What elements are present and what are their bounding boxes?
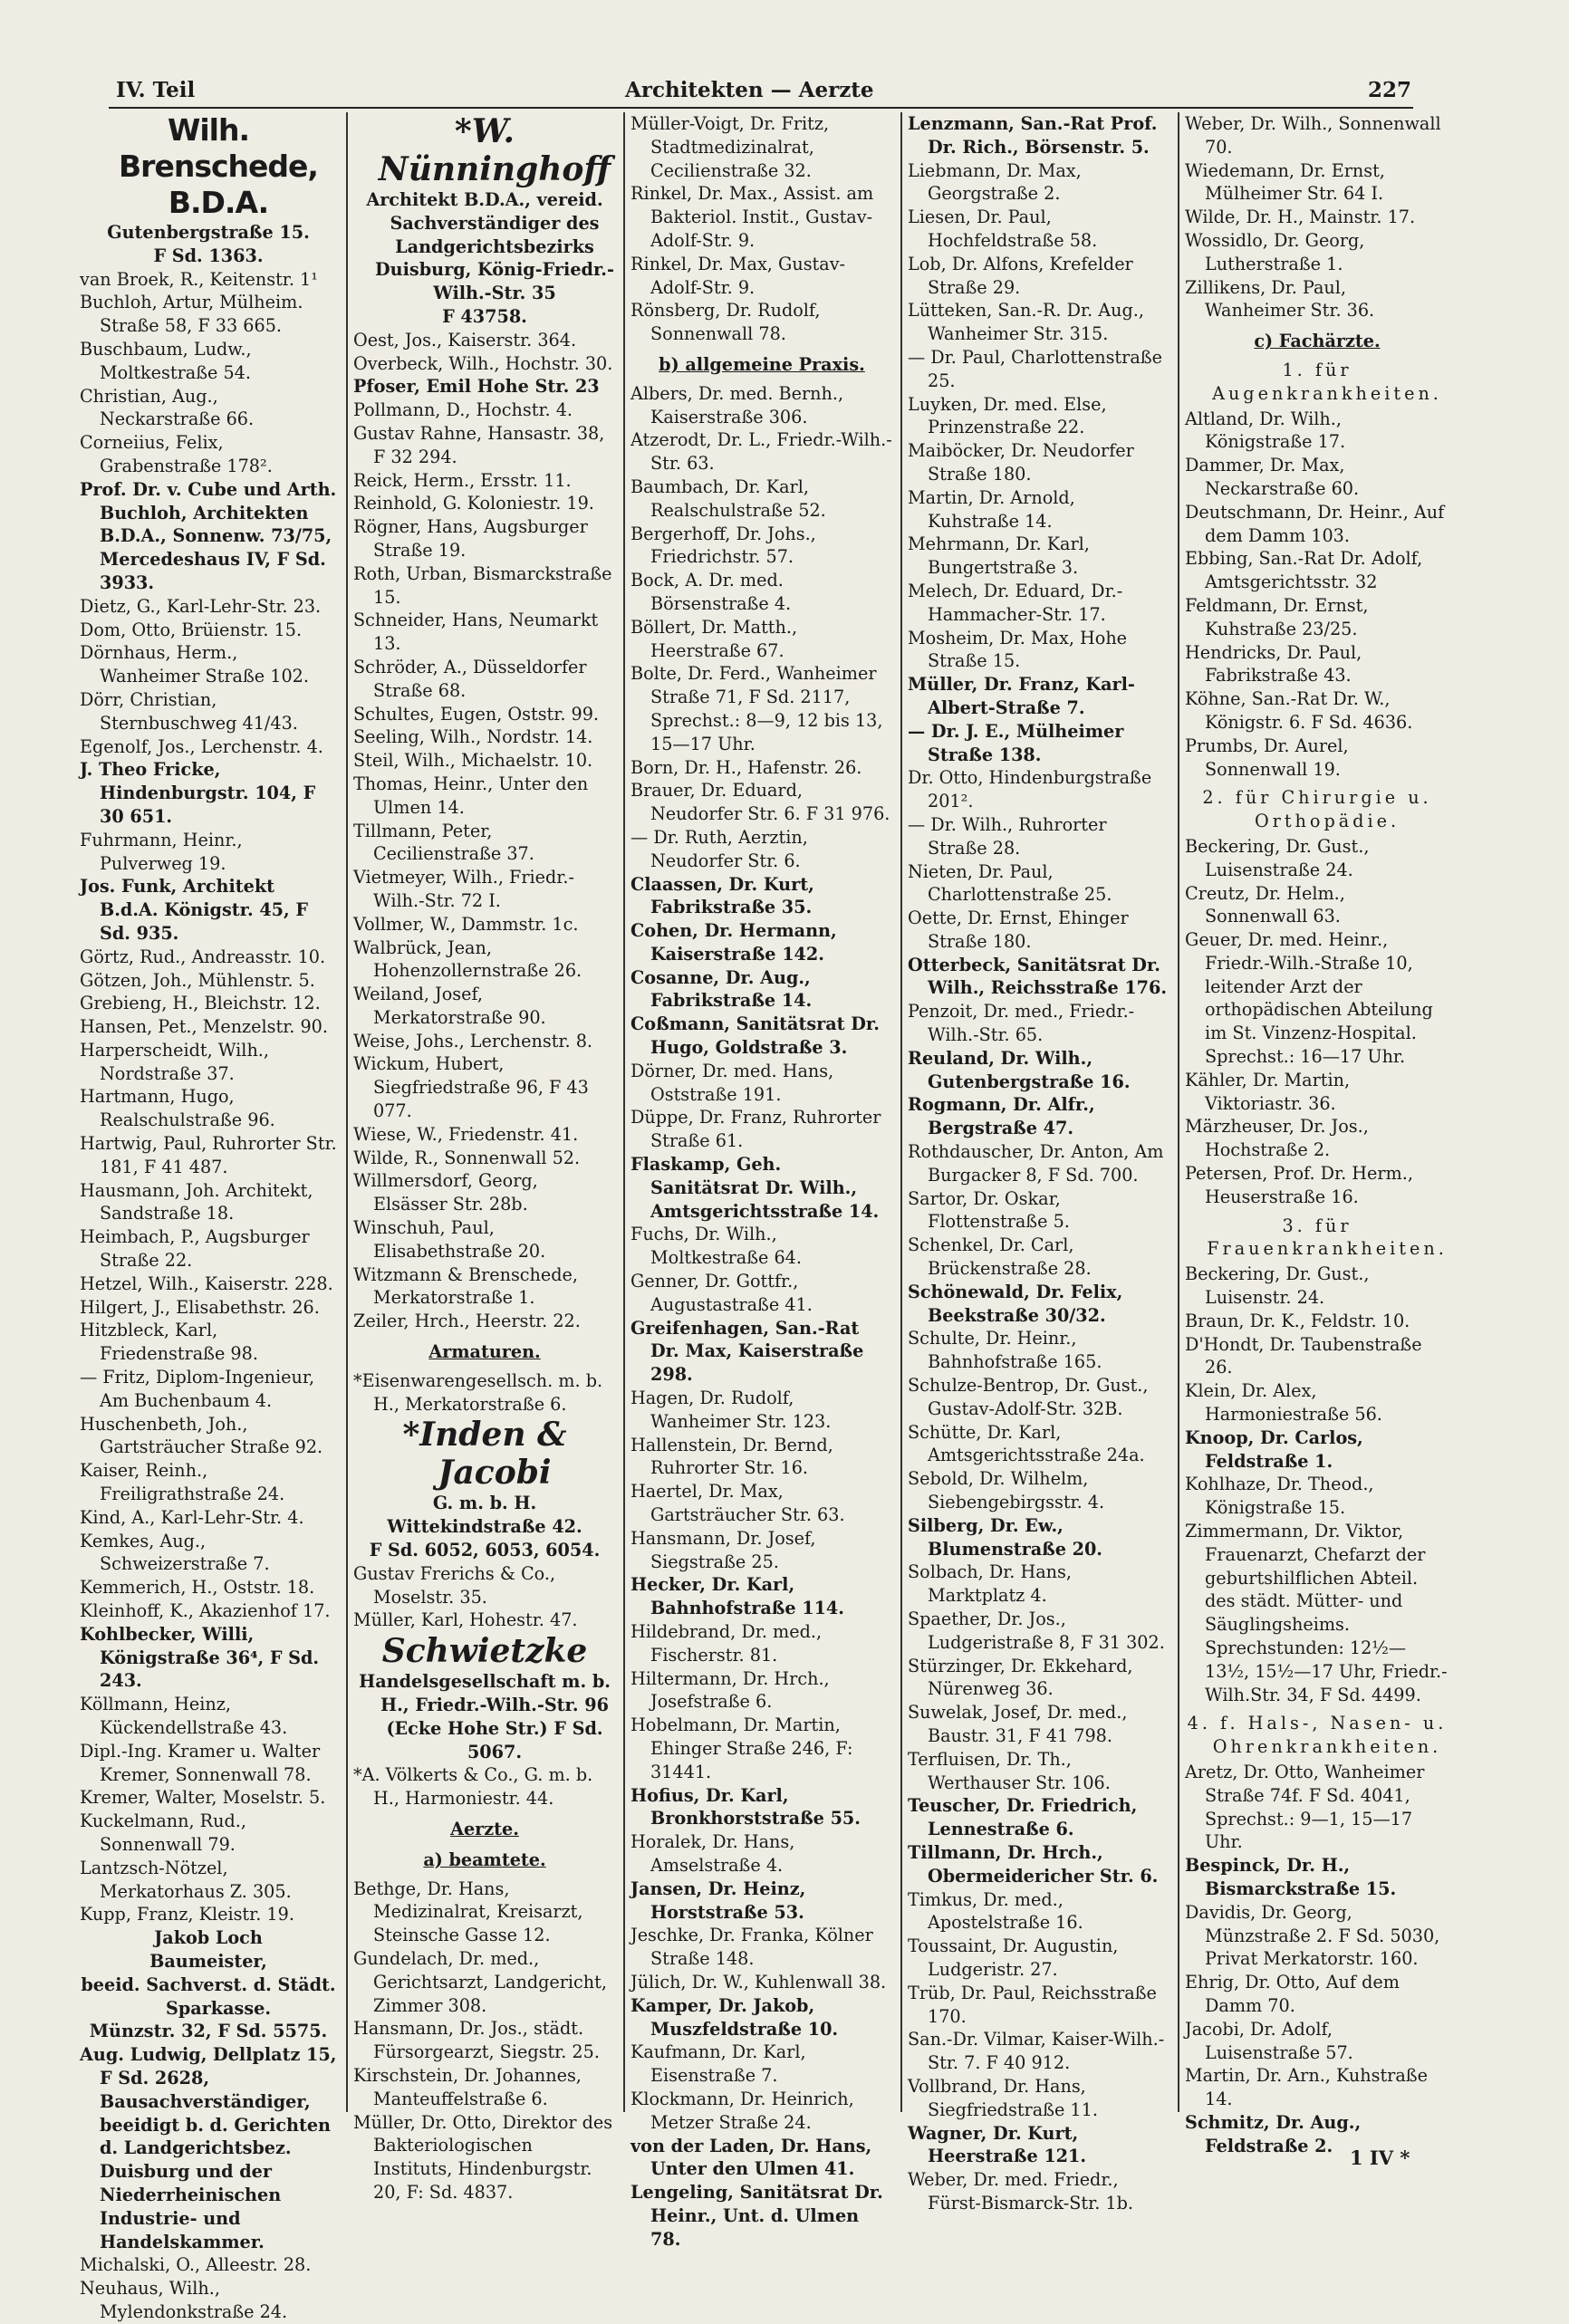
directory-entry: Liebmann, Dr. Max, Georgstraße 2.	[908, 159, 1082, 205]
directory-entry: beeid. Sachverst. d. Städt. Sparkasse.	[81, 1973, 336, 2019]
directory-entry: Hansen, Pet., Menzelstr. 90.	[80, 1016, 328, 1038]
directory-entry: Suwelak, Josef, Dr. med., Baustr. 31, F 41 798.	[908, 1702, 1128, 1746]
directory-entry: Kemkes, Aug., Schweizerstraße 7.	[80, 1530, 270, 1575]
directory-entry: Kaufmann, Dr. Karl, Eisenstraße 7.	[630, 2041, 806, 2087]
directory-entry: 2. für Chirurgie u. Orthopädie.	[1202, 787, 1432, 832]
column-4	[908, 112, 1170, 2214]
directory-entry: Wilde, R., Sonnenwall 52.	[353, 1147, 581, 1168]
directory-entry: Brauer, Dr. Eduard, Neudorfer Str. 6. F 31 976.	[630, 780, 890, 825]
directory-entry: Dietz, G., Karl-Lehr-Str. 23.	[80, 595, 322, 617]
directory-entry: Martin, Dr. Arnold, Kuhstraße 14.	[908, 486, 1075, 532]
directory-entry: Hobelmann, Dr. Martin, Ehinger Straße 246, F: 31441.	[630, 1714, 853, 1782]
directory-entry: Teuscher, Dr. Friedrich, Lennestraße 6.	[908, 1795, 1138, 1840]
directory-entry: Heimbach, P., Augsburger Straße 22.	[80, 1226, 310, 1272]
directory-entry: F Sd. 1363.	[153, 245, 264, 266]
directory-entry: Harperscheidt, Wilh., Nordstraße 37.	[80, 1039, 270, 1084]
directory-entry: Jeschke, Dr. Franka, Kölner Straße 148.	[630, 1925, 873, 1970]
directory-entry: Michalski, O., Alleestr. 28.	[80, 2254, 312, 2276]
header-rule	[109, 107, 1413, 109]
directory-entry: Jacobi, Dr. Adolf, Luisenstraße 57.	[1185, 2018, 1353, 2063]
directory-entry: Müller, Dr. Franz, Karl-Albert-Straße 7.	[908, 674, 1135, 718]
directory-entry: F Sd. 6052, 6053, 6054.	[369, 1540, 601, 1561]
directory-entry: Thomas, Heinr., Unter den Ulmen 14.	[353, 773, 589, 818]
directory-entry: — Dr. J. E., Mülheimer Straße 138.	[908, 720, 1124, 765]
directory-entry: Jansen, Dr. Heinz, Horststraße 53.	[630, 1877, 806, 1923]
directory-entry: Huschenbeth, Joh., Gartsträucher Straße 92.	[80, 1413, 323, 1458]
directory-entry: Gundelach, Dr. med., Gerichtsarzt, Landgericht, Zimmer 308.	[353, 1947, 607, 2016]
directory-entry: Dörr, Christian, Sternbuschweg 41/43.	[80, 688, 298, 734]
directory-entry: Wiedemann, Dr. Ernst, Mülheimer Str. 64 I.	[1185, 159, 1385, 205]
directory-entry: Hartmann, Hugo, Realschulstraße 96.	[80, 1086, 275, 1131]
directory-entry: Dom, Otto, Brüienstr. 15.	[80, 619, 303, 640]
directory-entry: Knoop, Dr. Carlos, Feldstraße 1.	[1185, 1426, 1363, 1472]
directory-entry: 1. für Augenkrankheiten.	[1212, 359, 1442, 404]
directory-entry: Schmitz, Dr. Aug., Feldstraße 2.	[1185, 2111, 1362, 2156]
directory-entry: Handelsgesellschaft m. b. H., Friedr.-Wilh.-Str. 96 (Ecke Hohe Str.) F Sd. 5067.	[359, 1671, 611, 1762]
directory-entry: Schneider, Hans, Neumarkt 13.	[353, 610, 599, 655]
directory-entry: Claassen, Dr. Kurt, Fabrikstraße 35.	[630, 873, 814, 918]
directory-entry: Geuer, Dr. med. Heinr., Friedr.-Wilh.-Straße 10, leitender Arzt der orthopädischen Abteilung im St. Vinzenz-Hospital. Sprechst.: 16—17 Uhr.	[1185, 929, 1433, 1068]
directory-entry: Hallenstein, Dr. Bernd, Ruhrorter Str. 16.	[630, 1434, 833, 1479]
directory-entry: Petersen, Prof. Dr. Herm., Heuserstraße 16.	[1185, 1163, 1413, 1207]
directory-entry: Bespinck, Dr. H., Bismarckstraße 15.	[1185, 1855, 1397, 1899]
directory-entry: Roth, Urban, Bismarckstraße 15.	[353, 562, 612, 608]
directory-entry: Buchloh, Artur, Mülheim. Straße 58, F 33 665.	[80, 292, 303, 337]
directory-entry: Götzen, Joh., Mühlenstr. 5.	[80, 969, 315, 991]
directory-entry: Witzmann & Brenschede, Merkatorstraße 1.	[353, 1263, 578, 1309]
directory-entry: Rinkel, Dr. Max, Gustav-Adolf-Str. 9.	[630, 253, 846, 298]
directory-entry: Märzheuser, Dr. Jos., Hochstraße 2.	[1185, 1116, 1369, 1161]
directory-entry: Trüb, Dr. Paul, Reichsstraße 170.	[908, 1982, 1157, 2027]
directory-entry: Christian, Aug., Neckarstraße 66.	[80, 385, 255, 430]
directory-entry: Born, Dr. H., Hafenstr. 26.	[630, 756, 862, 778]
column-divider	[900, 112, 902, 2112]
directory-entry: Hildebrand, Dr. med., Fischerstr. 81.	[630, 1621, 823, 1666]
directory-entry: — Dr. Ruth, Aerztin, Neudorfer Str. 6.	[630, 826, 808, 871]
directory-entry: Sartor, Dr. Oskar, Flottenstraße 5.	[908, 1187, 1070, 1233]
directory-entry: Köllmann, Heinz, Kückendellstraße 43.	[80, 1694, 288, 1738]
directory-entry: Timkus, Dr. med., Apostelstraße 16.	[908, 1888, 1083, 1934]
directory-entry: Gutenbergstraße 15.	[107, 222, 310, 243]
directory-entry: Hiltermann, Dr. Hrch., Josefstraße 6.	[630, 1667, 830, 1713]
directory-entry: Lütteken, San.-R. Dr. Aug., Wanheimer Str. 315.	[908, 300, 1144, 345]
directory-entry: Kind, A., Karl-Lehr-Str. 4.	[80, 1506, 304, 1528]
directory-entry: Aug. Ludwig, Dellplatz 15, F Sd. 2628, Bausachverständiger, beeidigt b. d. Gerichten d. Landgerichtsbez. Duisburg und der Niederrheinischen Industrie- und Handelskammer.	[80, 2044, 337, 2252]
directory-entry: Weiland, Josef, Merkatorstraße 90.	[353, 984, 546, 1028]
directory-entry: Münzstr. 32, F Sd. 5575.	[89, 2021, 328, 2042]
directory-entry: Buschbaum, Ludw., Moltkestraße 54.	[80, 338, 252, 383]
directory-entry: Jakob Loch	[154, 1927, 263, 1949]
column-1	[80, 112, 337, 2322]
directory-entry: Wilde, Dr. H., Mainstr. 17.	[1185, 206, 1416, 228]
directory-entry: Wilh. Brenschede, B.D.A.	[119, 112, 318, 220]
directory-entry: Kuckelmann, Rud., Sonnenwall 79.	[80, 1810, 246, 1855]
directory-entry: Lengeling, Sanitätsrat Dr. Heinr., Unt. d. Ulmen 78.	[630, 2182, 883, 2250]
directory-entry: Prumbs, Dr. Aurel, Sonnenwall 19.	[1185, 735, 1349, 780]
directory-entry: Dörnhaus, Herm., Wanheimer Straße 102.	[80, 642, 309, 687]
directory-entry: Hansmann, Dr. Josef, Siegstraße 25.	[630, 1527, 816, 1572]
directory-entry: Kemmerich, H., Oststr. 18.	[80, 1577, 315, 1599]
column-divider	[346, 112, 348, 2112]
directory-entry: Kleinhoff, K., Akazienhof 17.	[80, 1600, 331, 1622]
directory-entry: Schröder, A., Düsseldorfer Straße 68.	[353, 656, 587, 701]
directory-entry: Kremer, Walter, Moselstr. 5.	[80, 1787, 326, 1809]
directory-entry: Böllert, Dr. Matth., Heerstraße 67.	[630, 616, 798, 661]
directory-entry: Kupp, Franz, Kleistr. 19.	[80, 1904, 294, 1925]
directory-entry: Davidis, Dr. Georg, Münzstraße 2. F Sd. 5030, Privat Merkatorstr. 160.	[1185, 1901, 1440, 1970]
directory-entry: Coßmann, Sanitätsrat Dr. Hugo, Goldstraße 3.	[630, 1013, 880, 1059]
directory-entry: Hansmann, Dr. Jos., städt. Fürsorgearzt, Siegstr. 25.	[353, 2018, 600, 2063]
directory-entry: Martin, Dr. Arn., Kuhstraße 14.	[1185, 2065, 1428, 2110]
directory-entry: Fuhrmann, Heinr., Pulverweg 19.	[80, 829, 243, 874]
directory-entry: Bergerhoff, Dr. Johs., Friedrichstr. 57.	[630, 523, 816, 568]
directory-entry: Görtz, Rud., Andreasstr. 10.	[80, 946, 326, 967]
directory-entry: van Broek, R., Keitenstr. 1¹	[80, 268, 318, 290]
directory-entry: Baumbach, Dr. Karl, Realschulstraße 52.	[630, 475, 826, 521]
column-2	[353, 112, 616, 2203]
directory-entry: Wickum, Hubert, Siegfriedstraße 96, F 43 077.	[353, 1053, 589, 1122]
directory-entry: Penzoit, Dr. med., Friedr.-Wilh.-Str. 65.	[908, 1001, 1135, 1046]
directory-entry: Albers, Dr. med. Bernh., Kaiserstraße 306.	[630, 382, 844, 427]
directory-entry: Neuhaus, Wilh., Mylendonkstraße 24.	[80, 2278, 288, 2322]
directory-entry: Hilgert, J., Elisabethstr. 26.	[80, 1296, 320, 1318]
directory-entry: Jos. Funk, Architekt B.d.A. Königstr. 45, F Sd. 935.	[80, 876, 309, 944]
directory-entry: Schenkel, Dr. Carl, Brückenstraße 28.	[908, 1234, 1092, 1280]
directory-entry: *Inden & Jacobi	[402, 1416, 567, 1493]
directory-entry: Köhne, San.-Rat Dr. W., Königstr. 6. F Sd. 4636.	[1185, 688, 1413, 733]
directory-entry: Grebieng, H., Bleichstr. 12.	[80, 993, 321, 1014]
directory-entry: Mehrmann, Dr. Karl, Bungertstraße 3.	[908, 533, 1090, 579]
directory-entry: Greifenhagen, San.-Rat Dr. Max, Kaiserstraße 298.	[630, 1317, 864, 1386]
directory-entry: Hitzbleck, Karl, Friedenstraße 98.	[80, 1320, 258, 1365]
directory-entry: Reick, Herm., Ersstr. 11.	[353, 469, 572, 491]
directory-entry: Toussaint, Dr. Augustin, Ludgeristr. 27.	[908, 1935, 1119, 1980]
directory-entry: Kähler, Dr. Martin, Viktoriastr. 36.	[1185, 1069, 1351, 1114]
directory-entry: Pollmann, D., Hochstr. 4.	[353, 399, 573, 421]
directory-entry: Horalek, Dr. Hans, Amselstraße 4.	[630, 1831, 795, 1876]
directory-entry: Aretz, Dr. Otto, Wanheimer Straße 74f. F Sd. 4041, Sprechst.: 9—1, 15—17 Uhr.	[1185, 1761, 1425, 1853]
directory-entry: Vollmer, W., Dammstr. 1c.	[353, 913, 579, 935]
directory-entry: Gustav Rahne, Hansastr. 38, F 32 294.	[353, 422, 605, 467]
directory-entry: Wiese, W., Friedenstr. 41.	[353, 1123, 579, 1145]
directory-entry: von der Laden, Dr. Hans, Unter den Ulmen 41.	[630, 2135, 872, 2180]
directory-entry: Gustav Frerichs & Co., Moselstr. 35.	[353, 1562, 556, 1608]
directory-entry: Hagen, Dr. Rudolf, Wanheimer Str. 123.	[630, 1388, 832, 1432]
header-section: IV. Teil	[116, 78, 196, 102]
directory-entry: D'Hondt, Dr. Taubenstraße 26.	[1185, 1333, 1422, 1378]
directory-entry: Aerzte.	[450, 1819, 519, 1839]
directory-entry: Baumeister,	[149, 1950, 267, 1972]
page-header	[0, 78, 1569, 105]
directory-entry: Armaturen.	[428, 1341, 541, 1363]
directory-entry: Wossidlo, Dr. Georg, Lutherstraße 1.	[1185, 229, 1365, 274]
directory-entry: *W. Nünninghoff	[378, 112, 611, 188]
directory-entry: Tillmann, Dr. Hrch., Obermeidericher Str. 6.	[908, 1841, 1159, 1887]
directory-entry: Feldmann, Dr. Ernst, Kuhstraße 23/25.	[1185, 594, 1369, 639]
directory-entry: Nieten, Dr. Paul, Charlottenstraße 25.	[908, 860, 1112, 906]
directory-entry: Altland, Dr. Wilh., Königstraße 17.	[1185, 408, 1346, 453]
directory-entry: Kirschstein, Dr. Johannes, Manteuffelstraße 6.	[353, 2064, 582, 2109]
directory-entry: Hetzel, Wilh., Kaiserstr. 228.	[80, 1272, 333, 1294]
header-topic: Architekten — Aerzte	[625, 78, 874, 102]
directory-entry: Rinkel, Dr. Max., Assist. am Bakteriol. Instit., Gustav-Adolf-Str. 9.	[630, 183, 874, 251]
directory-entry: Rogmann, Dr. Alfr., Bergstraße 47.	[908, 1094, 1095, 1139]
directory-entry: Prof. Dr. v. Cube und Arth. Buchloh, Architekten B.D.A., Sonnenw. 73/75, Mercedeshaus IV, F Sd. 3933.	[80, 478, 337, 593]
directory-entry: Fuchs, Dr. Wilh., Moltkestraße 64.	[630, 1224, 802, 1269]
column-divider	[623, 112, 625, 2112]
directory-entry: Weber, Dr. med. Friedr., Fürst-Bismarck-Str. 1b.	[908, 2169, 1133, 2214]
directory-entry: Cohen, Dr. Hermann, Kaiserstraße 142.	[630, 920, 837, 965]
directory-entry: Genner, Dr. Gottfr., Augustastraße 41.	[630, 1271, 813, 1315]
directory-entry: Rothdauscher, Dr. Anton, Am Burgacker 8, F Sd. 700.	[908, 1141, 1164, 1186]
directory-entry: Tillmann, Peter, Cecilienstraße 37.	[353, 820, 534, 865]
directory-entry: Braun, Dr. K., Feldstr. 10.	[1185, 1310, 1410, 1331]
directory-entry: Dr. Otto, Hindenburgstraße 201².	[908, 767, 1152, 812]
directory-entry: Luyken, Dr. med. Else, Prinzenstraße 22.	[908, 393, 1107, 438]
directory-entry: Silberg, Dr. Ew., Blumenstraße 20.	[908, 1514, 1102, 1560]
directory-entry: Mosheim, Dr. Max, Hohe Straße 15.	[908, 627, 1128, 672]
directory-entry: Winschuh, Paul, Elisabethstraße 20.	[353, 1217, 546, 1262]
directory-entry: Kamper, Dr. Jakob, Muszfeldstraße 10.	[630, 1994, 839, 2040]
directory-entry: Lob, Dr. Alfons, Krefelder Straße 29.	[908, 253, 1133, 298]
directory-entry: Schulte, Dr. Heinr., Bahnhofstraße 165.	[908, 1328, 1102, 1373]
directory-entry: Hausmann, Joh. Architekt, Sandstraße 18.	[80, 1179, 313, 1224]
directory-entry: Lantzsch-Nötzel, Merkatorhaus Z. 305.	[80, 1857, 292, 1902]
directory-entry: — Dr. Wilh., Ruhrorter Straße 28.	[908, 813, 1107, 859]
directory-entry: Schulze-Bentrop, Dr. Gust., Gustav-Adolf-Str. 32B.	[908, 1375, 1149, 1419]
directory-entry: Melech, Dr. Eduard, Dr.-Hammacher-Str. 17.	[908, 580, 1123, 625]
directory-entry: Architekt B.D.A., vereid. Sachverständiger des Landgerichtsbezirks Duisburg, König-Friedr.-Wilh.-Str. 35	[366, 189, 614, 304]
directory-entry: Müller, Dr. Otto, Direktor des Bakteriologischen Instituts, Hindenburgstr. 20, F: Sd. 4837.	[353, 2111, 613, 2203]
directory-entry: Willmersdorf, Georg, Elsässer Str. 28b.	[353, 1170, 538, 1215]
directory-entry: Zeiler, Hrch., Heerstr. 22.	[353, 1311, 581, 1332]
directory-entry: Liesen, Dr. Paul, Hochfeldstraße 58.	[908, 206, 1098, 251]
directory-entry: Stürzinger, Dr. Ekkehard, Nürenweg 36.	[908, 1655, 1133, 1700]
directory-entry: San.-Dr. Vilmar, Kaiser-Wilh.-Str. 7. F 40 912.	[908, 2029, 1165, 2074]
directory-entry: Deutschmann, Dr. Heinr., Auf dem Damm 103.	[1185, 501, 1445, 546]
directory-entry: Pfoser, Emil Hohe Str. 23	[353, 376, 600, 398]
directory-entry: Bethge, Dr. Hans, Medizinalrat, Kreisarzt, Steinsche Gasse 12.	[353, 1877, 583, 1946]
directory-entry: Spaether, Dr. Jos., Ludgeristraße 8, F 31 302.	[908, 1609, 1165, 1653]
directory-entry: Schultes, Eugen, Oststr. 99.	[353, 703, 600, 725]
directory-entry: Terfluisen, Dr. Th., Werthauser Str. 106.	[908, 1748, 1111, 1793]
page-number: 227	[1368, 78, 1412, 102]
directory-entry: Reuland, Dr. Wilh., Gutenbergstraße 16.	[908, 1047, 1131, 1092]
directory-entry: Egenolf, Jos., Lerchenstr. 4.	[80, 735, 323, 757]
directory-entry: Wagner, Dr. Kurt, Heerstraße 121.	[908, 2122, 1087, 2167]
directory-entry: b) allgemeine Praxis.	[659, 353, 865, 375]
directory-entry: Müller, Karl, Hohestr. 47.	[353, 1609, 578, 1631]
column-divider	[1178, 112, 1179, 2112]
directory-entry: Jülich, Dr. W., Kuhlenwall 38.	[630, 1971, 887, 1993]
directory-entry: Beckering, Dr. Gust., Luisenstraße 24.	[1185, 835, 1370, 880]
directory-entry: c) Fachärzte.	[1254, 331, 1381, 352]
page-footer-signature: 1 IV *	[1350, 2146, 1410, 2169]
directory-entry: Creutz, Dr. Helm., Sonnenwall 63.	[1185, 882, 1345, 927]
directory-entry: Schütte, Dr. Karl, Amtsgerichtsstraße 24a.	[908, 1421, 1145, 1466]
directory-entry: Otterbeck, Sanitätsrat Dr. Wilh., Reichsstraße 176.	[908, 954, 1168, 999]
directory-entry: 3. für Frauenkrankheiten.	[1207, 1215, 1448, 1260]
directory-entry: Lenzmann, San.-Rat Prof. Dr. Rich., Börsenstr. 5.	[908, 113, 1158, 158]
directory-entry: Weise, Johs., Lerchenstr. 8.	[353, 1030, 593, 1052]
directory-entry: *Eisenwarengesellsch. m. b. H., Merkatorstraße 6.	[353, 1369, 603, 1415]
column-3	[630, 112, 893, 2250]
directory-entry: *A. Völkerts & Co., G. m. b. H., Harmoniestr. 44.	[353, 1764, 593, 1810]
directory-entry: 4. f. Hals-, Nasen- u. Ohrenkrankheiten.	[1187, 1713, 1448, 1758]
directory-entry: Weber, Dr. Wilh., Sonnenwall 70.	[1185, 113, 1441, 158]
directory-entry: Corneiius, Felix, Grabenstraße 178².	[80, 432, 273, 476]
directory-entry: Cosanne, Dr. Aug., Fabrikstraße 14.	[630, 966, 813, 1012]
directory-entry: Kaiser, Reinh., Freiligrathstraße 24.	[80, 1460, 285, 1505]
directory-entry: Bock, A. Dr. med. Börsenstraße 4.	[630, 570, 792, 614]
directory-entry: Ebbing, San.-Rat Dr. Adolf, Amtsgerichtsstr. 32	[1185, 548, 1423, 593]
directory-entry: Oest, Jos., Kaiserstr. 364.	[353, 329, 577, 351]
directory-entry: — Fritz, Diplom-Ingenieur, Am Buchenbaum 4.	[80, 1367, 315, 1411]
column-5	[1185, 112, 1449, 2156]
directory-entry: Vollbrand, Dr. Hans, Siegfriedstraße 11.	[908, 2075, 1098, 2120]
directory-entry: Zillikens, Dr. Paul, Wanheimer Str. 36.	[1185, 276, 1375, 322]
directory-entry: Schönewald, Dr. Felix, Beekstraße 30/32.	[908, 1281, 1123, 1326]
directory-entry: Beckering, Dr. Gust., Luisenstr. 24.	[1185, 1263, 1370, 1309]
directory-entry: Kohlbecker, Willi, Königstraße 36⁴, F Sd. 243.	[80, 1623, 320, 1692]
directory-entry: Bolte, Dr. Ferd., Wanheimer Straße 71, F Sd. 2117, Sprechst.: 8—9, 12 bis 13, 15—17 Uhr.	[630, 663, 883, 754]
directory-entry: Walbrück, Jean, Hohenzollernstraße 26.	[353, 936, 582, 982]
directory-entry: Düppe, Dr. Franz, Ruhrorter Straße 61.	[630, 1107, 881, 1152]
directory-entry: a) beamtete.	[423, 1849, 546, 1870]
directory-entry: Reinhold, G. Koloniestr. 19.	[353, 493, 594, 514]
directory-entry: Ehrig, Dr. Otto, Auf dem Damm 70.	[1185, 1972, 1400, 2016]
directory-entry: F 43758.	[442, 305, 527, 327]
directory-entry: Hartwig, Paul, Ruhrorter Str. 181, F 41 487.	[80, 1133, 337, 1177]
directory-entry: Klein, Dr. Alex, Harmoniestraße 56.	[1185, 1380, 1382, 1426]
directory-entry: J. Theo Fricke, Hindenburgstr. 104, F 30 651.	[80, 759, 316, 827]
directory-entry: Müller-Voigt, Dr. Fritz, Stadtmedizinalrat, Cecilienstraße 32.	[630, 113, 830, 181]
directory-entry: Wittekindstraße 42.	[387, 1516, 582, 1538]
directory-entry: Schwietzke	[381, 1632, 588, 1671]
directory-entry: — Dr. Paul, Charlottenstraße 25.	[908, 346, 1162, 391]
directory-entry: Dipl.-Ing. Kramer u. Walter Kremer, Sonnenwall 78.	[80, 1740, 321, 1785]
directory-entry: Dörner, Dr. med. Hans, Oststraße 191.	[630, 1060, 834, 1105]
directory-entry: Solbach, Dr. Hans, Marktplatz 4.	[908, 1561, 1072, 1607]
directory-entry: Dammer, Dr. Max, Neckarstraße 60.	[1185, 455, 1360, 499]
directory-entry: Hofius, Dr. Karl, Bronkhorststraße 55.	[630, 1784, 861, 1829]
directory-entry: Rönsberg, Dr. Rudolf, Sonnenwall 78.	[630, 300, 821, 345]
directory-entry: Oette, Dr. Ernst, Ehinger Straße 180.	[908, 908, 1129, 952]
directory-entry: Haertel, Dr. Max, Gartsträucher Str. 63.	[630, 1481, 845, 1526]
directory-entry: Hendricks, Dr. Paul, Fabrikstraße 43.	[1185, 641, 1362, 687]
directory-entry: Rögner, Hans, Augsburger Straße 19.	[353, 516, 588, 561]
directory-entry: Flaskamp, Geh. Sanitätsrat Dr. Wilh., Amtsgerichtsstraße 14.	[630, 1154, 880, 1222]
directory-entry: Overbeck, Wilh., Hochstr. 30.	[353, 352, 613, 374]
directory-entry: Vietmeyer, Wilh., Friedr.-Wilh.-Str. 72 I.	[353, 867, 574, 911]
directory-entry: Seeling, Wilh., Nordstr. 14.	[353, 726, 593, 748]
directory-entry: Klockmann, Dr. Heinrich, Metzer Straße 24.	[630, 2088, 854, 2133]
directory-entry: Atzerodt, Dr. L., Friedr.-Wilh.-Str. 63.	[630, 429, 892, 475]
directory-entry: Zimmermann, Dr. Viktor, Frauenarzt, Chefarzt der geburtshilflichen Abteil. des städt. Mütter- und Säuglingsheims. Sprechstunden: 12½—13½, 15½—17 Uhr, Friedr.-Wilh.Str. 34, F Sd. 4499.	[1185, 1521, 1448, 1705]
directory-entry: Kohlhaze, Dr. Theod., Königstraße 15.	[1185, 1474, 1374, 1519]
directory-entry: Hecker, Dr. Karl, Bahnhofstraße 114.	[630, 1574, 844, 1619]
directory-entry: Steil, Wilh., Michaelstr. 10.	[353, 750, 593, 772]
directory-entry: Maiböcker, Dr. Neudorfer Straße 180.	[908, 440, 1134, 485]
directory-entry: G. m. b. H.	[432, 1493, 537, 1514]
directory-entry: Sebold, Dr. Wilhelm, Siebengebirgsstr. 4.	[908, 1468, 1105, 1513]
